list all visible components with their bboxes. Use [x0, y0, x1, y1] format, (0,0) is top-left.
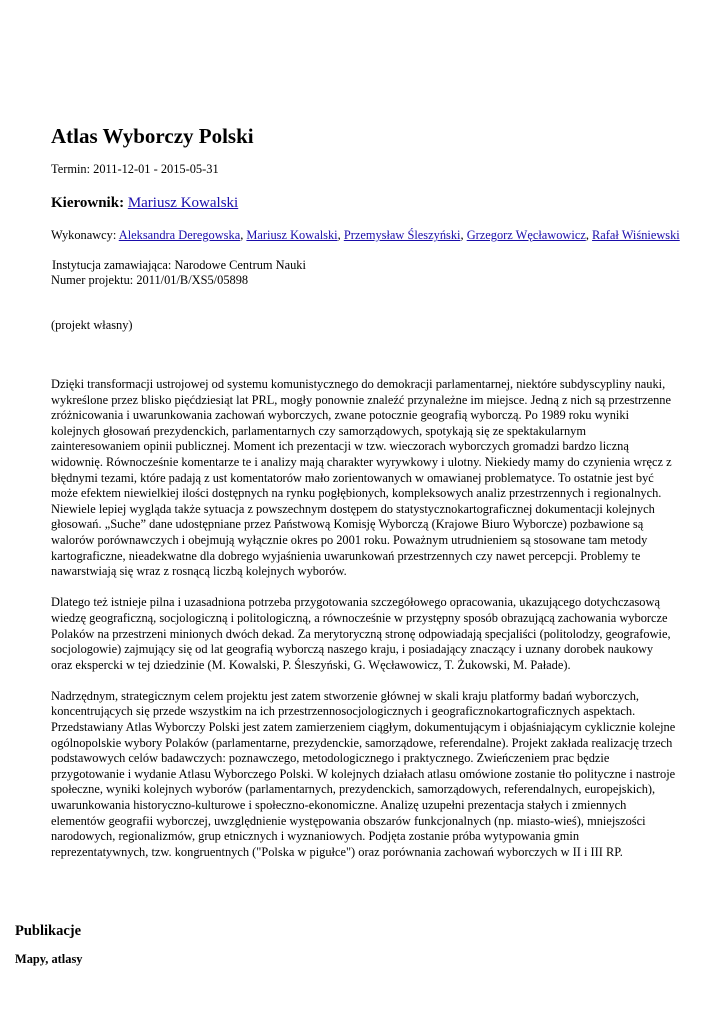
- executor-link[interactable]: Rafał Wiśniewski: [592, 228, 680, 242]
- executors: Wykonawcy: Aleksandra Deregowska, Mariusz Kowalski, Przemysław Śleszyński, Grzegorz Węcławowicz, Rafał Wiśniewski: [51, 228, 680, 242]
- executor-link[interactable]: Mariusz Kowalski: [246, 228, 338, 242]
- page-title: Atlas Wyborczy Polski: [51, 124, 254, 148]
- leader-label: Kierownik:: [51, 195, 125, 211]
- description-paragraph: Dzięki transformacji ustrojowej od systemu komunistycznego do demokracji parlamentarnej, niektóre subdyscypliny nauki, wykreślone przez blisko pięćdziesiąt lat PRL, mogły ponownie znaleźć przynależne im miejsce. Jedną z nich są przestrzenne zróżnicowania i uwarunkowania zachowań wyborczych, zwane potocznie geografią wyborczą. Po 1989 roku wyniki kolejnych głosowań prezydenckich, parlamentarnych czy samorządowych, spotykają się ze spektakularnym zainteresowaniem opinii publicznej. Moment ich prezentacji w tzw. wieczorach wyborczych gromadzi bardzo liczną widownię. Równocześnie komentarze te i analizy mają charakter wyrywkowy i ulotny. Niekiedy mamy do czynienia wręcz z błędnymi tezami, które padają z ust komentatorów mało zorientowanych w omawianej problematyce. To ostatnie jest być może efektem niewielkiej ilości dostępnych na rynku pogłębionych, kompleksowych analiz przestrzennych i regionalnych. Niewiele lepiej wygląda także sytuacja z powszechnym dostępem do statystycznokartograficznej dokumentacji kolejnych głosowań. „Suche” dane udostępniane przez Państwową Komisję Wyborczą (Krajowe Biuro Wyborcze) pozbawione są walorów porównawczych i obejmują wyłącznie okres po 2001 roku. Poważnym utrudnieniem są stosowane tam metody kartograficzne, nieadekwatne dla dobrego wyjaśnienia uwarunkowań przestrzennych czy nawet percepcji. Problemy te nawarstwiają się wraz z rosnącą liczbą kolejnych wyborów.: [51, 377, 672, 579]
- executor-link[interactable]: Aleksandra Deregowska: [118, 228, 241, 242]
- publications-heading: Publikacje: [15, 923, 82, 939]
- description-paragraph: Nadrzędnym, strategicznym celem projektu jest zatem stworzenie głównej w skali kraju platformy badań wyborczych, koncentrujących się przede wszystkim na ich przestrzennosocjologicznych i geograficznokartograficznych aspektach. Przedstawiany Atlas Wyborczy Polski jest zatem zamierzeniem ciągłym, dokumentującym i objaśniającym cyklicznie kolejne ogólnopolskie wybory Polaków (parlamentarne, prezydenckie, samorządowe, referendalne). Projekt zakłada realizację trzech podstawowych celów badawczych: poznawczego, metodologicznego i praktycznego. Zwieńczeniem prac będzie przygotowanie i wydanie Atlasu Wyborczego Polski. W kolejnych działach atlasu omówione zostanie tło polityczne i nastroje społeczne, wyniki kolejnych wyborów (parlamentarnych, prezydenckich, samorządowych, referendalnych, europejskich), uwarunkowania historyczno-kulturowe i społeczno-ekonomiczne. Analizę uzupełni prezentacja stałych i zmiennych elementów geografii wyborczej, uwzględnienie występowania obszarów funkcjonalnych (np. miasto-wieś), mniejszości narodowych, regionalizmów, grup etnicznych i wyznaniowych. Podjęta zostanie próba wytypowania gmin reprezentatywnych, tzw. kongruentnych ("Polska w pigułce") oraz porównania zachowań wyborczych w II i III RP.: [51, 688, 676, 859]
- description-paragraph: Dlatego też istnieje pilna i uzasadniona potrzeba przygotowania szczegółowego opracowania, ukazującego dotychczasową wiedzę geograficzną, socjologiczną i politologiczną, a równocześnie w przystępny sposób obrazującą zachowania wyborcze Polaków na przestrzeni minionych dwóch dekad. Za merytoryczną stronę odpowiadają specjaliści (politolodzy, geografowie, socjologowie) zajmujący się od lat geografią wyborczą naszego kraju, i posiadający znaczący i uznany dorobek naukowy oraz ekspercki w tej dziedzinie (M. Kowalski, P. Śleszyński, G. Węcławowicz, T. Żukowski, M. Pałade).: [51, 595, 671, 672]
- executor-link[interactable]: Przemysław Śleszyński: [343, 228, 461, 242]
- project-number: Numer projektu: 2011/01/B/XS5/05898: [51, 273, 249, 287]
- leader-link[interactable]: Mariusz Kowalski: [127, 195, 239, 211]
- project-type: (projekt własny): [51, 318, 133, 332]
- institution: Instytucja zamawiająca: Narodowe Centrum Nauki: [52, 258, 306, 272]
- executors-label: Wykonawcy:: [51, 228, 117, 242]
- project-leader: [51, 193, 238, 213]
- executor-link[interactable]: Grzegorz Węcławowicz: [466, 228, 586, 242]
- project-description: [51, 377, 676, 876]
- project-term: Termin: 2011-12-01 - 2015-05-31: [51, 162, 219, 176]
- publications-subheading: Mapy, atlasy: [15, 952, 83, 966]
